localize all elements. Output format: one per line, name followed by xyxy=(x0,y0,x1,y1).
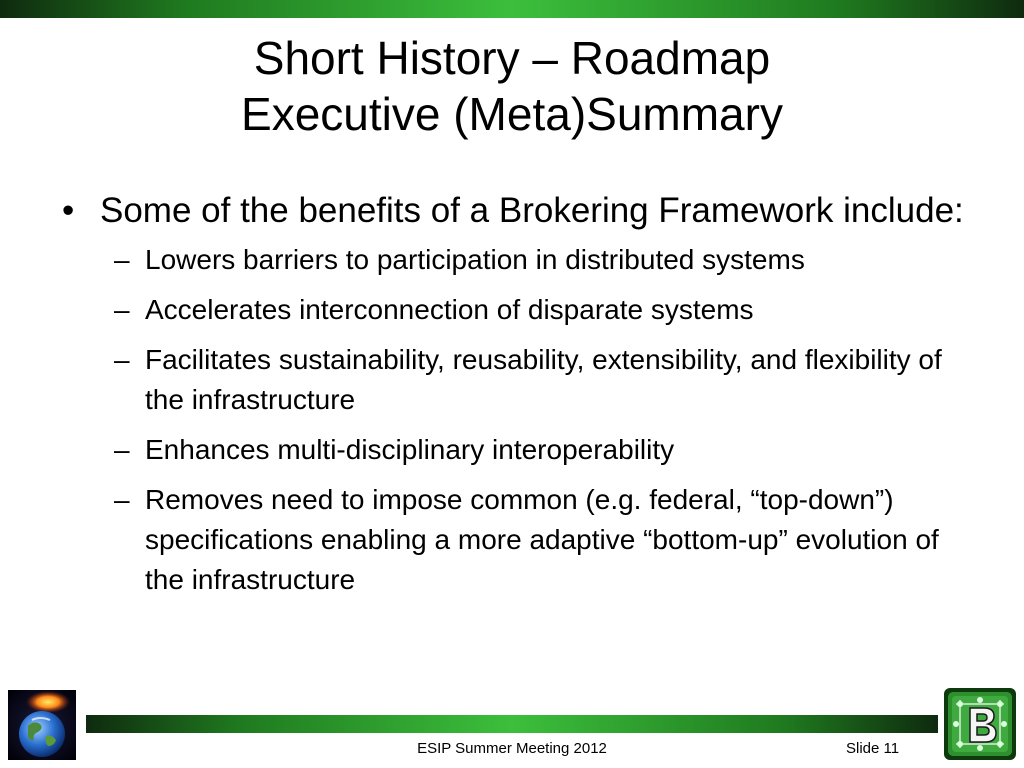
title-line-2: Executive (Meta)Summary xyxy=(241,88,783,140)
earth-logo-icon xyxy=(8,690,76,760)
main-bullet xyxy=(62,188,972,234)
footer-slide-number: Slide 11 xyxy=(846,740,900,757)
slide-title xyxy=(0,30,1024,142)
sub-bullet-text: Facilitates sustainability, reusability, extensibility, and flexibility of the infrastructure xyxy=(145,344,942,415)
sub-bullet-text: Removes need to impose common (e.g. federal, “top-down”) specifications enabling a more adaptive “bottom-up” evolution of the infrastructure xyxy=(145,484,939,595)
title-line-1: Short History – Roadmap xyxy=(253,32,771,84)
sub-bullet xyxy=(62,240,972,280)
sub-bullet-mark: – xyxy=(114,294,130,325)
sub-bullet xyxy=(62,290,972,330)
sub-bullet-text: Enhances multi-disciplinary interoperability xyxy=(145,434,675,465)
top-decorative-bar xyxy=(0,0,1024,18)
sub-bullet xyxy=(62,340,972,420)
footer-meeting-label: ESIP Summer Meeting 2012 xyxy=(417,740,607,757)
sub-bullet-mark: – xyxy=(114,344,130,375)
slide-content xyxy=(62,188,972,610)
sub-bullet-text: Accelerates interconnection of disparate systems xyxy=(145,294,754,325)
sub-bullet-mark: – xyxy=(114,244,130,275)
sub-bullet xyxy=(62,430,972,470)
sub-bullet-list xyxy=(62,240,972,600)
footer-decorative-bar xyxy=(86,715,938,733)
sub-bullet-mark: – xyxy=(114,434,130,465)
sub-bullet xyxy=(62,480,972,600)
main-bullet-text: Some of the benefits of a Brokering Framework include: xyxy=(100,191,964,230)
esip-b-logo-icon xyxy=(944,688,1016,760)
sub-bullet-text: Lowers barriers to participation in distributed systems xyxy=(145,244,805,275)
bullet-mark: • xyxy=(62,191,75,230)
sub-bullet-mark: – xyxy=(114,484,130,515)
